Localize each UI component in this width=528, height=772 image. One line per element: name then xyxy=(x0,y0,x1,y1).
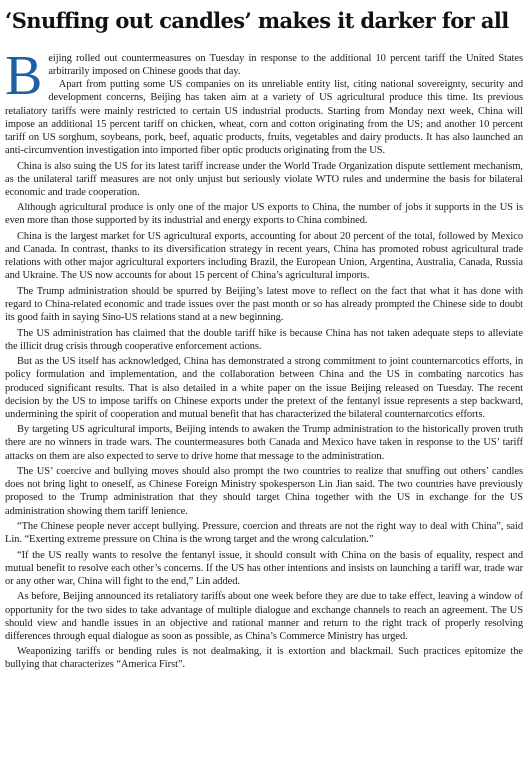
body-paragraph: The US administration has claimed that the double tariff hike is because China has not taken adequate steps to alleviate the illicit drug crisis through cooperative enforcement actions. xyxy=(5,327,523,352)
closing-paragraph: Weaponizing tariffs or bending rules is not dealmaking, it is extortion and blackmail. Such practices epitomize the bullying that characterizes “America First”. xyxy=(5,646,523,671)
body-paragraph: The Trump administration should be spurred by Beijing’s latest move to reflect on the fact that what it has done with regard to China-related economic and trade issues over the past month or so has already prompted the Chinese side to doubt its good faith in saying Sino-US relations stand at a new beginning. xyxy=(5,285,523,324)
body-paragraph: By targeting US agricultural imports, Beijing intends to awaken the Trump administration to the historically proven truth there are no winners in trade wars. The countermeasures both Canada and Mexico have taken in response to the US’ tariff attacks on them are also expected to serve to drive home that message to the administration. xyxy=(5,424,523,462)
drop-cap: B xyxy=(5,45,43,107)
headline: ‘Snuffing out candles’ makes it darker for all xyxy=(5,8,509,33)
body-paragraph: As before, Beijing announced its retaliatory tariffs about one week before they are due to take effect, leaving a window of opportunity for the two sides to take advantage of multiple dialogue and exchange channels to reach an agreement. The US should view and handle issues in an objective and rational manner and return to the right track of properly resolving differences through equal dialogue as soon as possible, as China’s Commerce Ministry has urged. xyxy=(5,591,523,642)
quote-paragraph: “The Chinese people never accept bullying. Pressure, coercion and threats are not the right way to deal with China”, said Lin. “Exerting extreme pressure on China is the wrong target and the wrong calculation.” xyxy=(5,520,523,546)
lead-paragraph xyxy=(5,45,523,157)
lead-continuation xyxy=(5,78,523,157)
lead-text: eijing rolled out countermeasures on Tuesday in response to the additional 10 percent tariff the United States arbitrarily imposed on Chinese goods that day. xyxy=(48,53,523,78)
body-paragraph: China is also suing the US for its latest tariff increase under the World Trade Organization dispute settlement mechanism, as the unilateral tariff measures are not only unjust but seriously violate WTO rules and undermine the basis for bilateral economic and trade cooperation. xyxy=(5,160,523,198)
body-paragraph: But as the US itself has acknowledged, China has demonstrated a strong commitment to joint counternarcotics efforts, in policy formulation and implementation, and the collaboration between China and the US in combating narcotics has produced significant results. That is also detailed in a white paper on the issue Beijing released on Tuesday. The recent decision by the US to impose tariffs on Chinese exports under the pretext of the fentanyl issue represents a step backward, undermining the spirit of cooperation and mutual benefit that has characterized the bilateral counternarcotics efforts. xyxy=(5,356,523,420)
body-paragraph: The US’ coercive and bullying moves should also prompt the two countries to realize that snuffing out others’ candles does not bring light to oneself, as Chinese Foreign Ministry spokesperson Lin Jian said. The two countries have previously proposed to the Trump administration that they should target China together with the US in exchange for the US administration showing them tariff lenience. xyxy=(5,466,523,517)
body-paragraph: Although agricultural produce is only one of the major US exports to China, the number of jobs it supports in the US is even more than those supported by its industrial and energy exports to China combined. xyxy=(5,202,523,227)
body-paragraph: China is the largest market for US agricultural exports, accounting for about 20 percent of the total, followed by Mexico and Canada. In contrast, thanks to its diversification strategy in recent years, China has promoted robust agricultural trade relations with other major agricultural exporters including Brazil, the European Union, Argentina, Australia, Canada, Russia and Ukraine. The US now accounts for about 15 percent of China’s agricultural imports. xyxy=(5,230,523,282)
lead-continuation-text: Apart from putting some US companies on its unreliable entity list, citing national sovereignty, security and development concerns, Beijing has taken aim at a variety of US agricultural produce this time. Its previous retaliatory tariffs were mainly restricted to certain US industrial products. Starting from Monday next week, China will impose an additional 15 percent tariff on chicken, wheat, corn and cotton originating from the US; and another 10 percent tariff on US sorghum, soybeans, pork, beef, aquatic products, fruits, vegetables and dairy products. It has also launched an anti-circumvention investigation into imported fiber optic products originating from the US. xyxy=(5,79,523,157)
quote-paragraph: “If the US really wants to resolve the fentanyl issue, it should consult with China on the basis of equality, respect and mutual benefit to resolve each other’s concerns. If the US has other intentions and insists on launching a tariff war, trade war or any other war, China will fight to the end,” Lin added. xyxy=(5,549,523,587)
editorial-article xyxy=(5,0,523,772)
article-body xyxy=(5,45,523,672)
